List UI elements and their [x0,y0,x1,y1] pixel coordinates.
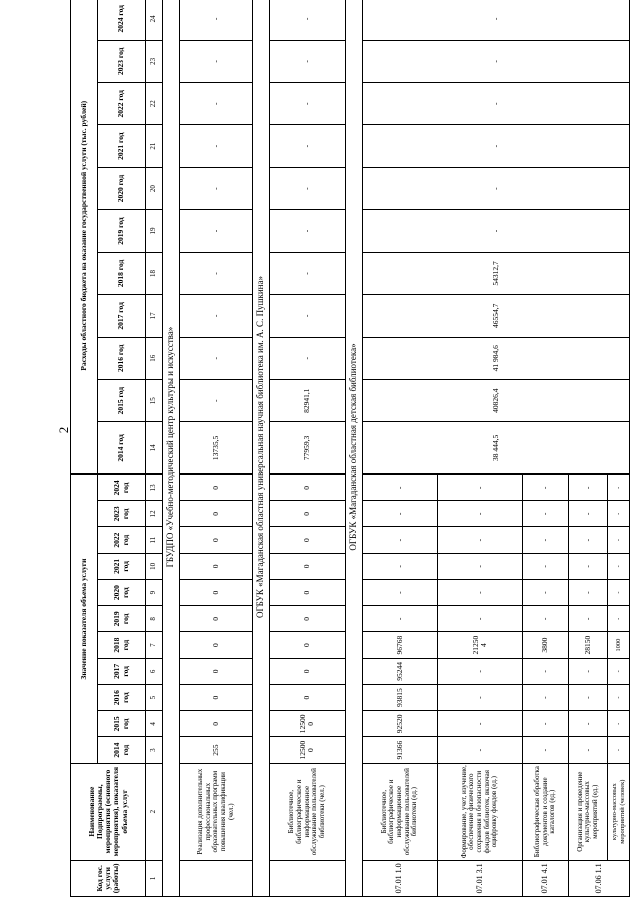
volume-cell: - [569,527,608,553]
column-number: 22 [146,83,163,125]
spending-cell: - [362,40,629,82]
spending-cell: 41 984,6 [362,337,629,379]
volume-cell: 93815 [362,684,437,710]
spending-cell: 38 444,5 [362,422,629,475]
volume-cell: 92520 [362,711,437,737]
spending-cell: 40826,4 [362,379,629,421]
year-header: 2024 год [97,0,146,40]
spending-cell: 46554,7 [362,295,629,337]
volume-cell: 28150 [569,632,608,658]
volume-cell: - [437,606,522,632]
volume-cell: 0 [180,606,253,632]
volume-cell: - [608,474,630,500]
spending-cell: - [270,125,345,167]
volume-cell: - [522,711,568,737]
rotated-table-container [70,0,630,897]
volume-cell: - [522,474,568,500]
year-header: 2016 год [97,684,146,710]
column-number: 24 [146,0,163,40]
volume-cell: - [569,684,608,710]
spending-cell: 82941,1 [270,379,345,421]
volume-cell: 0 [270,632,345,658]
volume-cell: - [569,711,608,737]
volume-cell: 95244 [362,658,437,684]
year-header: 2021 год [97,125,146,167]
volume-cell: - [608,553,630,579]
volume-cell: - [362,606,437,632]
header-code: Код гос. услуги (работы) [71,860,146,896]
year-header: 2015 год [97,379,146,421]
year-header: 2017 год [97,295,146,337]
volume-cell: 0 [180,527,253,553]
volume-cell: - [362,527,437,553]
year-header: 2016 год [97,337,146,379]
volume-cell: - [608,737,630,763]
column-number: 8 [146,606,163,632]
column-number: 1 [146,860,163,896]
row-code: 07.01 4.1 [522,860,568,896]
column-number: 2 [146,763,163,860]
year-header: 2021 год [97,553,146,579]
volume-cell: 0 [270,527,345,553]
spending-cell: - [270,167,345,209]
column-number: 11 [146,527,163,553]
column-number: 14 [146,422,163,475]
spending-cell: - [270,295,345,337]
spending-cell: - [362,83,629,125]
volume-cell: - [569,737,608,763]
section-title: ГБУДПО «Учебно-методический центр культуры и искусства» [163,0,180,897]
year-header: 2019 год [97,210,146,252]
row-code: 07.01 1.0 [362,860,437,896]
volume-cell: - [522,606,568,632]
column-number: 16 [146,337,163,379]
budget-table [70,0,630,897]
year-row [97,0,146,897]
spending-cell: - [270,0,345,40]
column-number: 9 [146,579,163,605]
volume-cell: 0 [180,711,253,737]
column-number: 15 [146,379,163,421]
volume-cell: 255 [180,737,253,763]
spending-cell: - [180,252,253,294]
volume-cell: 0 [180,632,253,658]
volume-cell: - [522,527,568,553]
volume-cell: - [608,579,630,605]
column-number: 17 [146,295,163,337]
table-row [362,0,437,897]
volume-cell: - [437,553,522,579]
row-code: 07.01 3.1 [437,860,522,896]
volume-cell: - [522,501,568,527]
spending-cell: - [362,210,629,252]
spending-cell: - [180,40,253,82]
row-name: Формирование, учет, изучение, обеспечение физического сохранения и безопасности фондов библиотек, включая оцифровку фондов (ед.) [437,763,522,860]
volume-cell: - [437,501,522,527]
column-number: 19 [146,210,163,252]
spending-cell: - [180,295,253,337]
volume-cell: 96768 [362,632,437,658]
volume-cell: - [569,553,608,579]
year-header: 2023 год [97,501,146,527]
volume-cell: - [362,553,437,579]
year-header: 2020 год [97,167,146,209]
year-header: 2024 год [97,474,146,500]
volume-cell: - [608,527,630,553]
spending-cell: - [362,167,629,209]
volume-cell: 0 [270,579,345,605]
volume-cell: - [522,737,568,763]
header-spending: Расходы областного бюджета на оказание государственной услуги (тыс. рублей) [71,0,98,474]
volume-cell: - [362,474,437,500]
column-number: 13 [146,474,163,500]
volume-cell: - [437,737,522,763]
spending-cell: - [180,125,253,167]
spending-cell: - [362,125,629,167]
row-name: культурно-массовых мероприятий (человек) [608,763,630,860]
volume-cell: - [608,501,630,527]
spending-cell: - [180,210,253,252]
row-name: Библиотечное, библиографическое и информационное обслуживание пользователей библиотеки (ед.) [362,763,437,860]
spending-cell: - [270,40,345,82]
column-number: 21 [146,125,163,167]
volume-cell: 0 [270,501,345,527]
year-header: 2018 год [97,252,146,294]
row-code: 07.06 1.1 [569,860,630,896]
volume-cell: - [437,684,522,710]
spending-cell: - [270,83,345,125]
volume-cell: 3800 [522,632,568,658]
spending-cell: - [180,379,253,421]
column-number: 12 [146,501,163,527]
volume-cell: - [608,606,630,632]
spending-cell: - [180,83,253,125]
column-number: 23 [146,40,163,82]
volume-cell: 0 [270,553,345,579]
volume-cell: 0 [180,474,253,500]
year-header: 2022 год [97,83,146,125]
row-code [180,860,253,896]
volume-cell: - [569,501,608,527]
spending-cell: 77959,3 [270,422,345,475]
year-header: 2023 год [97,40,146,82]
spending-cell: - [180,167,253,209]
volume-cell: - [608,684,630,710]
year-header: 2015 год [97,711,146,737]
volume-cell: 0 [270,658,345,684]
section-title: ОГБУК «Магаданская областная детская библиотека» [345,0,362,897]
volume-cell: - [569,658,608,684]
volume-cell: 0 [180,579,253,605]
row-name: Библиографическая обработка документов и создание каталогов (ед.) [522,763,568,860]
spending-cell: - [270,252,345,294]
volume-cell: 1000 [608,632,630,658]
volume-cell: - [437,711,522,737]
year-header: 2018 год [97,632,146,658]
volume-cell: 0 [180,684,253,710]
row-code [270,860,345,896]
volume-cell: - [569,606,608,632]
volume-cell: 0 [180,553,253,579]
table-row [180,0,253,897]
volume-cell: - [608,658,630,684]
volume-cell: - [362,501,437,527]
spending-cell: - [180,0,253,40]
volume-cell: 0 [180,501,253,527]
page-number: 2 [56,426,71,434]
volume-cell: 12500 0 [270,711,345,737]
year-header: 2020 год [97,579,146,605]
column-number-row [146,0,163,897]
column-number: 4 [146,711,163,737]
spending-cell: 13735,5 [180,422,253,475]
volume-cell: 91366 [362,737,437,763]
column-number: 3 [146,737,163,763]
volume-cell: - [569,579,608,605]
volume-cell: 0 [270,684,345,710]
volume-cell: 12500 0 [270,737,345,763]
column-number: 10 [146,553,163,579]
year-header: 2017 год [97,658,146,684]
column-number: 5 [146,684,163,710]
year-header: 2019 год [97,606,146,632]
column-number: 20 [146,167,163,209]
column-number: 18 [146,252,163,294]
volume-cell: - [437,474,522,500]
volume-cell: - [522,658,568,684]
volume-cell: 21250 4 [437,632,522,658]
spending-cell: - [362,0,629,40]
spending-cell: - [270,337,345,379]
header-volume: Значение показателя объема услуги [71,474,98,763]
row-name: Реализация дополнительных профессиональных образовательных программ повышения квалификации (чел.) [180,763,253,860]
volume-cell: - [437,658,522,684]
row-name: Библиотечное, библиографическое и информационное обслуживание пользователей библиотеки (чел.) [270,763,345,860]
year-header: 2014 год [97,737,146,763]
header-name: Наименование Подпрограммы, мероприятия (основного мероприятия), показателя объема услуг [71,763,146,860]
volume-cell: - [437,579,522,605]
volume-cell: - [522,684,568,710]
spending-cell: - [180,337,253,379]
spending-cell: 54312,7 [362,252,629,294]
year-header: 2014 год [97,422,146,475]
volume-cell: - [608,711,630,737]
volume-cell: - [437,527,522,553]
volume-cell: 0 [270,474,345,500]
year-header: 2022 год [97,527,146,553]
column-number: 7 [146,632,163,658]
spending-cell: - [270,210,345,252]
volume-cell: - [569,474,608,500]
volume-cell: 0 [270,606,345,632]
section-title: ОГБУК «Магаданская областная универсальная научная библиотека им. А. С. Пушкина» [253,0,270,897]
volume-cell: - [522,579,568,605]
volume-cell: - [522,553,568,579]
table-row [270,0,345,897]
volume-cell: 0 [180,658,253,684]
column-number: 6 [146,658,163,684]
row-name: Организация и проведение культурно-массовых мероприятий (ед.) [569,763,608,860]
volume-cell: - [362,579,437,605]
